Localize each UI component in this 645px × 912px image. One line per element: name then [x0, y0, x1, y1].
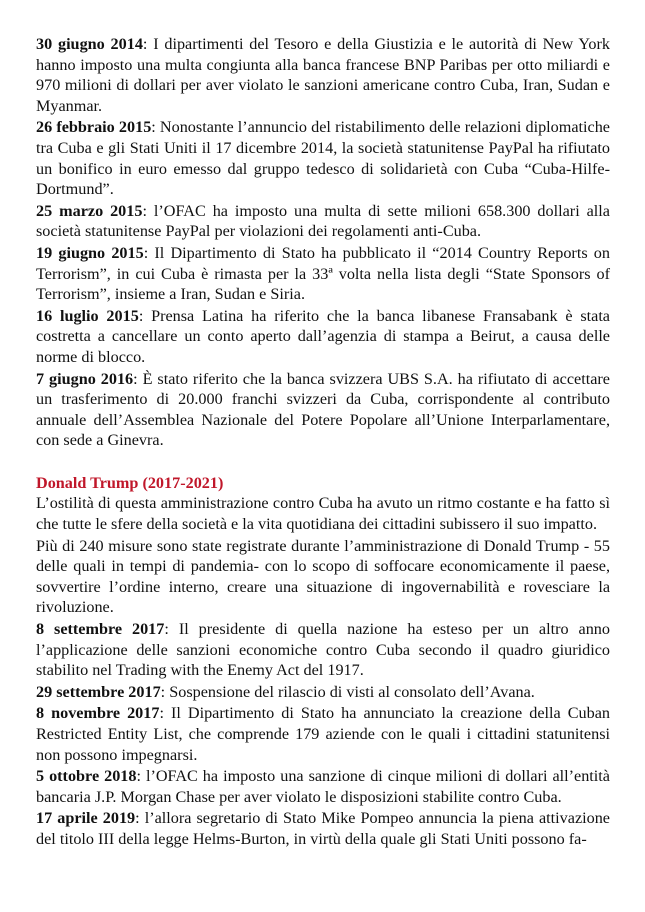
intro-paragraph: L’ostilità di questa amministrazione contro Cuba ha avuto un ritmo costante e ha fatto sì che tutte le sfere della società e la vita quotidiana dei cittadini subissero il suo impatto. [36, 494, 610, 534]
entry-date: 16 luglio 2015 [36, 306, 139, 325]
entry-text: : l’allora segretario di Stato Mike Pompeo annuncia la piena attivazione del titolo III della legge Helms-Burton, in virtù della quale gli Stati Uniti possono fa- [36, 809, 610, 848]
entry-text: : È stato riferito che la banca svizzera UBS S.A. ha rifiutato di accettare un trasferimento di 20.000 franchi svizzeri da Cuba, corrispondente al contributo annuale dell’Assemblea Nazionale del Potere Popolare all’Unione Interparlamentare, con sede a Ginevra. [36, 369, 610, 450]
entry-8-settembre-2017 [36, 619, 610, 681]
entry-26-febbraio-2015 [36, 117, 610, 199]
entry-19-giugno-2015 [36, 243, 610, 305]
entry-date: 5 ottobre 2018 [36, 767, 137, 786]
entry-text: : Il Dipartimento di Stato ha pubblicato il “2014 Country Reports on Terrorism”, in cui Cuba è rimasta per la 33ª volta nella lista degli “State Sponsors of Terrorism”, insieme a Iran, Sudan e Siria. [36, 243, 610, 304]
entry-text: : Prensa Latina ha riferito che la banca libanese Fransabank è stata costretta a cancellare un conto aperto dall’agenzia di stampa a Beirut, a causa delle norme di blocco. [36, 306, 610, 366]
entry-date: 25 marzo 2015 [36, 201, 143, 220]
entry-text: : Il Dipartimento di Stato ha annunciato la creazione della Cuban Restricted Entity List, che comprende 179 aziende con le quali i cittadini statunitensi non possono impegnarsi. [36, 704, 610, 764]
entry-25-marzo-2015 [36, 201, 610, 242]
intro-paragraph: Più di 240 misure sono state registrate durante l’amministrazione di Donald Trump - 55 delle quali in tempi di pandemia- con lo scopo di soffocare economicamente il paese, sovvertire l’ordine interno, creare una situazione di ingovernabilità e rovesciare la rivoluzione. [36, 536, 610, 617]
entry-date: 7 giugno 2016 [36, 369, 134, 388]
section-title: Donald Trump (2017-2021) [36, 473, 224, 492]
entry-date: 26 febbraio 2015 [36, 118, 152, 137]
entry-text: : l’OFAC ha imposto una sanzione di cinque milioni di dollari all’entità bancaria J.P. Morgan Chase per aver violato le disposizioni stabilite contro Cuba. [36, 767, 610, 806]
entry-text: : I dipartimenti del Tesoro e della Giustizia e le autorità di New York hanno imposto una multa congiunta alla banca francese BNP Paribas per otto miliardi e 970 milioni di dollari per aver violato le sanzioni americane contro Cuba, Iran, Sudan e Myanmar. [36, 35, 610, 115]
entry-text: : Nonostante l’annuncio del ristabilimento delle relazioni diplomatiche tra Cuba e gli Stati Uniti il 17 dicembre 2014, la società statunitense PayPal ha rifiutato un bonifico in euro emesso dal gruppo tedesco di solidarietà con Cuba “Cuba-Hilfe-Dortmund”. [36, 118, 610, 199]
entry-7-giugno-2016 [36, 369, 610, 451]
entry-5-ottobre-2018 [36, 766, 610, 807]
entry-29-settembre-2017 [36, 682, 610, 703]
entry-text: : l’OFAC ha imposto una multa di sette milioni 658.300 dollari alla società statunitense PayPal per violazioni dei regolamenti anti-Cuba. [36, 201, 610, 241]
document-page [36, 34, 610, 850]
entry-date: 17 aprile 2019 [36, 809, 136, 828]
entry-date: 29 settembre 2017 [36, 682, 161, 701]
entry-17-aprile-2019 [36, 808, 610, 849]
entry-30-giugno-2014 [36, 34, 610, 116]
entry-text: : Il presidente di quella nazione ha esteso per un altro anno l’applicazione delle sanzioni economiche contro Cuba secondo il quadro giuridico stabilito nel Trading with the Enemy Act del 1917. [36, 620, 610, 680]
entry-date: 8 settembre 2017 [36, 620, 165, 639]
entry-8-novembre-2017 [36, 703, 610, 765]
entry-date: 30 giugno 2014 [36, 35, 143, 53]
entry-text: : Sospensione del rilascio di visti al consolato dell’Avana. [160, 682, 535, 701]
entry-date: 8 novembre 2017 [36, 704, 160, 723]
entry-date: 19 giugno 2015 [36, 243, 144, 262]
entry-16-luglio-2015 [36, 306, 610, 368]
